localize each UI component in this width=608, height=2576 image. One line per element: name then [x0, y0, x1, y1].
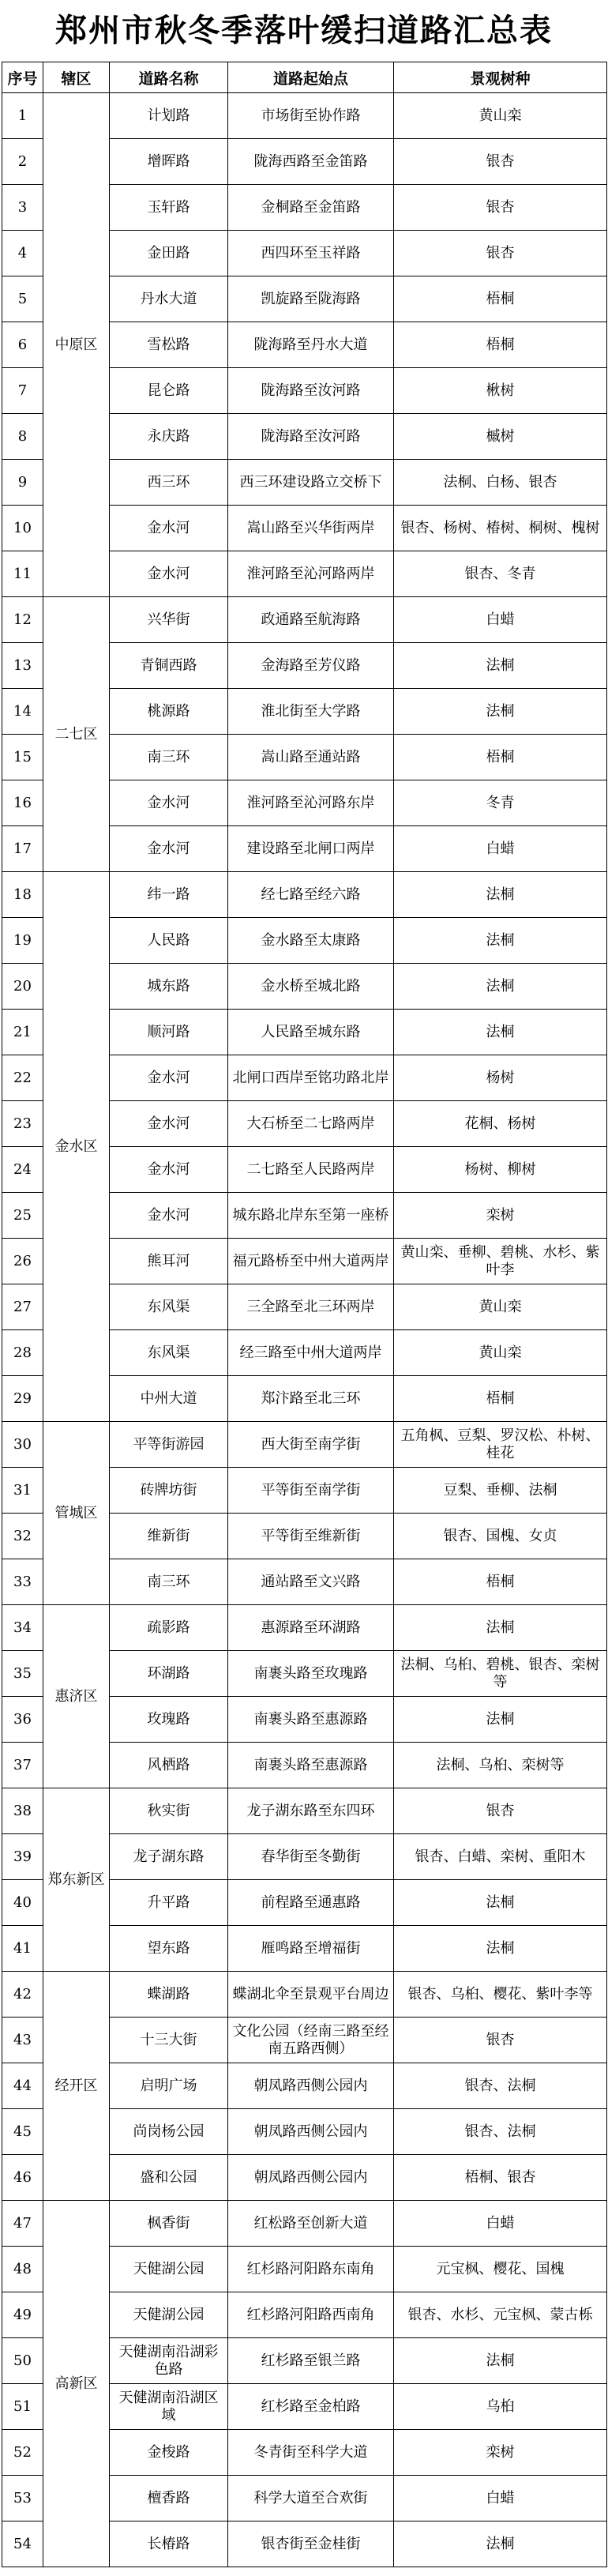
cell-road-name: 秋实街 [110, 1788, 228, 1834]
cell-tree-species: 梧桐 [394, 322, 607, 368]
cell-index: 21 [2, 1010, 43, 1055]
cell-tree-species: 法桐 [394, 1605, 607, 1651]
cell-road-range: 西四环至玉祥路 [228, 231, 394, 276]
cell-road-name: 疏影路 [110, 1605, 228, 1651]
cell-road-name: 雪松路 [110, 322, 228, 368]
cell-district: 惠济区 [43, 1605, 110, 1788]
cell-road-range: 通站路至文兴路 [228, 1559, 394, 1605]
cell-road-range: 建设路至北闸口两岸 [228, 826, 394, 872]
table-row [2, 1788, 607, 1834]
cell-index: 12 [2, 597, 43, 643]
cell-index: 2 [2, 139, 43, 185]
cell-road-name: 顺河路 [110, 1010, 228, 1055]
cell-road-range: 陇海西路至金笛路 [228, 139, 394, 185]
cell-index: 31 [2, 1468, 43, 1514]
cell-tree-species: 法桐 [394, 1880, 607, 1926]
cell-road-name: 南三环 [110, 735, 228, 780]
cell-tree-species: 银杏 [394, 2018, 607, 2063]
cell-road-name: 金水河 [110, 1101, 228, 1147]
cell-tree-species: 花桐、杨树 [394, 1101, 607, 1147]
cell-index: 26 [2, 1239, 43, 1284]
cell-road-name: 金水河 [110, 826, 228, 872]
cell-road-name: 东风渠 [110, 1330, 228, 1376]
cell-index: 18 [2, 872, 43, 918]
cell-road-name: 西三环 [110, 460, 228, 506]
cell-road-range: 凯旋路至陇海路 [228, 276, 394, 322]
cell-tree-species: 梧桐 [394, 1559, 607, 1605]
cell-road-range: 朝凤路西侧公园内 [228, 2109, 394, 2155]
cell-road-range: 陇海路至丹水大道 [228, 322, 394, 368]
cell-road-range: 金水桥至城北路 [228, 964, 394, 1010]
cell-tree-species: 黄山栾 [394, 1284, 607, 1330]
cell-tree-species: 银杏、国槐、女贞 [394, 1514, 607, 1559]
cell-road-range: 龙子湖东路至东四环 [228, 1788, 394, 1834]
table-row [2, 597, 607, 643]
table-body [2, 93, 607, 2567]
cell-tree-species: 楸树 [394, 368, 607, 414]
cell-index: 39 [2, 1834, 43, 1880]
table-row [2, 93, 607, 139]
cell-index: 52 [2, 2430, 43, 2476]
cell-index: 45 [2, 2109, 43, 2155]
cell-index: 47 [2, 2201, 43, 2247]
table-header-row [2, 62, 607, 93]
cell-index: 11 [2, 551, 43, 597]
cell-index: 9 [2, 460, 43, 506]
cell-index: 16 [2, 780, 43, 826]
cell-road-range: 西大街至南学街 [228, 1422, 394, 1468]
cell-tree-species: 白蜡 [394, 2476, 607, 2521]
cell-tree-species: 黄山栾 [394, 1330, 607, 1376]
cell-road-name: 青铜西路 [110, 643, 228, 689]
table-row [2, 1605, 607, 1651]
cell-tree-species: 元宝枫、樱花、国槐 [394, 2247, 607, 2292]
cell-road-name: 玫瑰路 [110, 1697, 228, 1743]
cell-tree-species: 法桐 [394, 689, 607, 735]
cell-index: 24 [2, 1147, 43, 1193]
cell-road-name: 环湖路 [110, 1651, 228, 1697]
cell-index: 38 [2, 1788, 43, 1834]
cell-road-range: 二七路至人民路两岸 [228, 1147, 394, 1193]
cell-tree-species: 杨树、柳树 [394, 1147, 607, 1193]
cell-road-range: 前程路至通惠路 [228, 1880, 394, 1926]
cell-road-range: 经七路至经六路 [228, 872, 394, 918]
cell-road-range: 人民路至城东路 [228, 1010, 394, 1055]
cell-tree-species: 银杏、法桐 [394, 2109, 607, 2155]
cell-tree-species: 白蜡 [394, 2201, 607, 2247]
table-row [2, 2201, 607, 2247]
cell-index: 30 [2, 1422, 43, 1468]
cell-tree-species: 梧桐 [394, 276, 607, 322]
cell-road-range: 金桐路至金笛路 [228, 185, 394, 231]
cell-road-range: 红杉路河阳路西南角 [228, 2292, 394, 2338]
cell-index: 48 [2, 2247, 43, 2292]
cell-tree-species: 梧桐 [394, 1376, 607, 1422]
cell-road-name: 天健湖公园 [110, 2247, 228, 2292]
cell-road-name: 金田路 [110, 231, 228, 276]
cell-road-name: 计划路 [110, 93, 228, 139]
cell-tree-species: 银杏 [394, 185, 607, 231]
cell-road-range: 科学大道至合欢街 [228, 2476, 394, 2521]
cell-index: 34 [2, 1605, 43, 1651]
cell-road-name: 人民路 [110, 918, 228, 964]
cell-road-name: 金水河 [110, 1147, 228, 1193]
cell-index: 22 [2, 1055, 43, 1101]
table-row [2, 1422, 607, 1468]
cell-district: 郑东新区 [43, 1788, 110, 1972]
cell-road-range: 陇海路至汝河路 [228, 414, 394, 460]
cell-tree-species: 法桐、乌桕、栾树等 [394, 1743, 607, 1788]
cell-road-name: 砖牌坊街 [110, 1468, 228, 1514]
cell-road-name: 金水河 [110, 506, 228, 551]
cell-tree-species: 白蜡 [394, 826, 607, 872]
cell-index: 43 [2, 2018, 43, 2063]
cell-road-name: 玉轩路 [110, 185, 228, 231]
cell-district: 管城区 [43, 1422, 110, 1605]
cell-road-name: 尚岗杨公园 [110, 2109, 228, 2155]
cell-tree-species: 法桐、乌桕、碧桃、银杏、栾树等 [394, 1651, 607, 1697]
cell-road-name: 望东路 [110, 1926, 228, 1972]
cell-road-name: 熊耳河 [110, 1239, 228, 1284]
cell-road-name: 兴华街 [110, 597, 228, 643]
cell-tree-species: 栾树 [394, 2430, 607, 2476]
road-table [2, 62, 607, 2567]
cell-road-range: 金海路至芳仪路 [228, 643, 394, 689]
cell-road-range: 平等街至南学街 [228, 1468, 394, 1514]
cell-road-range: 三全路至北三环两岸 [228, 1284, 394, 1330]
cell-road-name: 檀香路 [110, 2476, 228, 2521]
cell-road-range: 北闸口西岸至铭功路北岸 [228, 1055, 394, 1101]
cell-tree-species: 法桐 [394, 918, 607, 964]
cell-index: 14 [2, 689, 43, 735]
cell-tree-species: 槭树 [394, 414, 607, 460]
cell-district: 二七区 [43, 597, 110, 872]
cell-index: 44 [2, 2063, 43, 2109]
cell-road-name: 中州大道 [110, 1376, 228, 1422]
cell-district: 高新区 [43, 2201, 110, 2567]
cell-index: 54 [2, 2521, 43, 2567]
cell-tree-species: 银杏、冬青 [394, 551, 607, 597]
cell-road-range: 大石桥至二七路两岸 [228, 1101, 394, 1147]
cell-road-range: 淮河路至沁河路东岸 [228, 780, 394, 826]
cell-road-name: 长椿路 [110, 2521, 228, 2567]
cell-tree-species: 法桐 [394, 1010, 607, 1055]
header-index: 序号 [2, 62, 43, 93]
cell-index: 8 [2, 414, 43, 460]
cell-road-name: 纬一路 [110, 872, 228, 918]
cell-road-range: 金水路至太康路 [228, 918, 394, 964]
cell-road-name: 金水河 [110, 1193, 228, 1239]
cell-index: 33 [2, 1559, 43, 1605]
cell-road-range: 红松路至创新大道 [228, 2201, 394, 2247]
cell-index: 10 [2, 506, 43, 551]
cell-tree-species: 法桐 [394, 643, 607, 689]
cell-tree-species: 黄山栾、垂柳、碧桃、水杉、紫叶李 [394, 1239, 607, 1284]
cell-index: 53 [2, 2476, 43, 2521]
cell-index: 17 [2, 826, 43, 872]
cell-index: 36 [2, 1697, 43, 1743]
cell-index: 27 [2, 1284, 43, 1330]
cell-road-range: 嵩山路至通站路 [228, 735, 394, 780]
cell-tree-species: 法桐、白杨、银杏 [394, 460, 607, 506]
cell-road-name: 金梭路 [110, 2430, 228, 2476]
cell-tree-species: 银杏 [394, 1788, 607, 1834]
cell-road-range: 冬青街至科学大道 [228, 2430, 394, 2476]
cell-tree-species: 法桐 [394, 964, 607, 1010]
page-title: 郑州市秋冬季落叶缓扫道路汇总表 [55, 12, 553, 49]
cell-road-range: 朝凤路西侧公园内 [228, 2155, 394, 2201]
cell-road-range: 市场街至协作路 [228, 93, 394, 139]
cell-road-name: 启明广场 [110, 2063, 228, 2109]
cell-road-range: 惠源路至环湖路 [228, 1605, 394, 1651]
header-tree-species: 景观树种 [394, 62, 607, 93]
cell-road-range: 平等街至维新街 [228, 1514, 394, 1559]
cell-road-name: 永庆路 [110, 414, 228, 460]
cell-tree-species: 梧桐 [394, 735, 607, 780]
cell-road-name: 丹水大道 [110, 276, 228, 322]
cell-road-range: 城东路北岸东至第一座桥 [228, 1193, 394, 1239]
cell-tree-species: 法桐 [394, 872, 607, 918]
cell-road-range: 嵩山路至兴华街两岸 [228, 506, 394, 551]
cell-road-name: 金水河 [110, 551, 228, 597]
cell-road-name: 盛和公园 [110, 2155, 228, 2201]
cell-road-range: 文化公园（经南三路至经南五路西侧） [228, 2018, 394, 2063]
table-row [2, 1972, 607, 2018]
cell-tree-species: 法桐 [394, 1926, 607, 1972]
cell-index: 37 [2, 1743, 43, 1788]
cell-index: 15 [2, 735, 43, 780]
cell-tree-species: 乌桕 [394, 2384, 607, 2430]
cell-tree-species: 冬青 [394, 780, 607, 826]
cell-road-range: 淮河路至沁河路两岸 [228, 551, 394, 597]
cell-district: 中原区 [43, 93, 110, 597]
cell-road-range: 政通路至航海路 [228, 597, 394, 643]
cell-tree-species: 白蜡 [394, 597, 607, 643]
cell-index: 25 [2, 1193, 43, 1239]
cell-road-range: 福元路桥至中州大道两岸 [228, 1239, 394, 1284]
cell-road-range: 经三路至中州大道两岸 [228, 1330, 394, 1376]
cell-tree-species: 杨树 [394, 1055, 607, 1101]
cell-road-name: 维新街 [110, 1514, 228, 1559]
cell-tree-species: 豆梨、垂柳、法桐 [394, 1468, 607, 1514]
cell-road-range: 红杉路至金柏路 [228, 2384, 394, 2430]
cell-index: 4 [2, 231, 43, 276]
cell-index: 40 [2, 1880, 43, 1926]
cell-index: 5 [2, 276, 43, 322]
cell-tree-species: 法桐 [394, 2338, 607, 2384]
header-district: 辖区 [43, 62, 110, 93]
cell-tree-species: 法桐 [394, 2521, 607, 2567]
cell-tree-species: 银杏、水杉、元宝枫、蒙古栎 [394, 2292, 607, 2338]
cell-district: 经开区 [43, 1972, 110, 2201]
cell-tree-species: 银杏、杨树、椿树、桐树、槐树 [394, 506, 607, 551]
cell-index: 20 [2, 964, 43, 1010]
table-row [2, 872, 607, 918]
cell-road-name: 金水河 [110, 1055, 228, 1101]
cell-road-name: 蝶湖路 [110, 1972, 228, 2018]
cell-index: 50 [2, 2338, 43, 2384]
cell-index: 29 [2, 1376, 43, 1422]
cell-road-range: 淮北街至大学路 [228, 689, 394, 735]
cell-index: 6 [2, 322, 43, 368]
cell-road-name: 平等街游园 [110, 1422, 228, 1468]
cell-road-range: 蝶湖北伞至景观平台周边 [228, 1972, 394, 2018]
cell-road-range: 南裹头路至玫瑰路 [228, 1651, 394, 1697]
cell-road-name: 增晖路 [110, 139, 228, 185]
cell-road-name: 升平路 [110, 1880, 228, 1926]
cell-tree-species: 梧桐、银杏 [394, 2155, 607, 2201]
cell-road-range: 陇海路至汝河路 [228, 368, 394, 414]
cell-index: 7 [2, 368, 43, 414]
cell-tree-species: 银杏 [394, 231, 607, 276]
cell-index: 42 [2, 1972, 43, 2018]
header-road-range: 道路起始点 [228, 62, 394, 93]
cell-road-name: 东风渠 [110, 1284, 228, 1330]
cell-tree-species: 黄山栾 [394, 93, 607, 139]
cell-road-range: 南裹头路至惠源路 [228, 1743, 394, 1788]
cell-road-range: 春华街至冬勤街 [228, 1834, 394, 1880]
cell-index: 13 [2, 643, 43, 689]
cell-index: 23 [2, 1101, 43, 1147]
cell-road-range: 红杉路河阳路东南角 [228, 2247, 394, 2292]
cell-index: 35 [2, 1651, 43, 1697]
cell-index: 3 [2, 185, 43, 231]
cell-road-name: 昆仑路 [110, 368, 228, 414]
cell-road-name: 十三大街 [110, 2018, 228, 2063]
cell-road-range: 南裹头路至惠源路 [228, 1697, 394, 1743]
cell-district: 金水区 [43, 872, 110, 1422]
cell-road-name: 桃源路 [110, 689, 228, 735]
cell-road-name: 南三环 [110, 1559, 228, 1605]
cell-road-name: 金水河 [110, 780, 228, 826]
cell-road-range: 银杏街至金桂街 [228, 2521, 394, 2567]
cell-road-range: 西三环建设路立交桥下 [228, 460, 394, 506]
cell-road-range: 雁鸣路至增福街 [228, 1926, 394, 1972]
cell-road-range: 红杉路至银兰路 [228, 2338, 394, 2384]
cell-road-name: 天健湖南沿湖区域 [110, 2384, 228, 2430]
cell-tree-species: 银杏、白蜡、栾树、重阳木 [394, 1834, 607, 1880]
cell-index: 19 [2, 918, 43, 964]
cell-road-range: 朝凤路西侧公园内 [228, 2063, 394, 2109]
cell-index: 41 [2, 1926, 43, 1972]
header-road-name: 道路名称 [110, 62, 228, 93]
cell-tree-species: 银杏、法桐 [394, 2063, 607, 2109]
cell-road-name: 城东路 [110, 964, 228, 1010]
cell-road-name: 龙子湖东路 [110, 1834, 228, 1880]
cell-index: 32 [2, 1514, 43, 1559]
cell-road-name: 天健湖公园 [110, 2292, 228, 2338]
cell-tree-species: 银杏 [394, 139, 607, 185]
cell-road-name: 风栖路 [110, 1743, 228, 1788]
cell-index: 28 [2, 1330, 43, 1376]
cell-tree-species: 栾树 [394, 1193, 607, 1239]
cell-tree-species: 五角枫、豆梨、罗汉松、朴树、桂花 [394, 1422, 607, 1468]
cell-tree-species: 银杏、乌桕、樱花、紫叶李等 [394, 1972, 607, 2018]
cell-tree-species: 法桐 [394, 1697, 607, 1743]
cell-index: 51 [2, 2384, 43, 2430]
cell-index: 1 [2, 93, 43, 139]
cell-road-range: 郑汴路至北三环 [228, 1376, 394, 1422]
cell-road-name: 枫香街 [110, 2201, 228, 2247]
cell-road-name: 天健湖南沿湖彩色路 [110, 2338, 228, 2384]
cell-index: 49 [2, 2292, 43, 2338]
cell-index: 46 [2, 2155, 43, 2201]
